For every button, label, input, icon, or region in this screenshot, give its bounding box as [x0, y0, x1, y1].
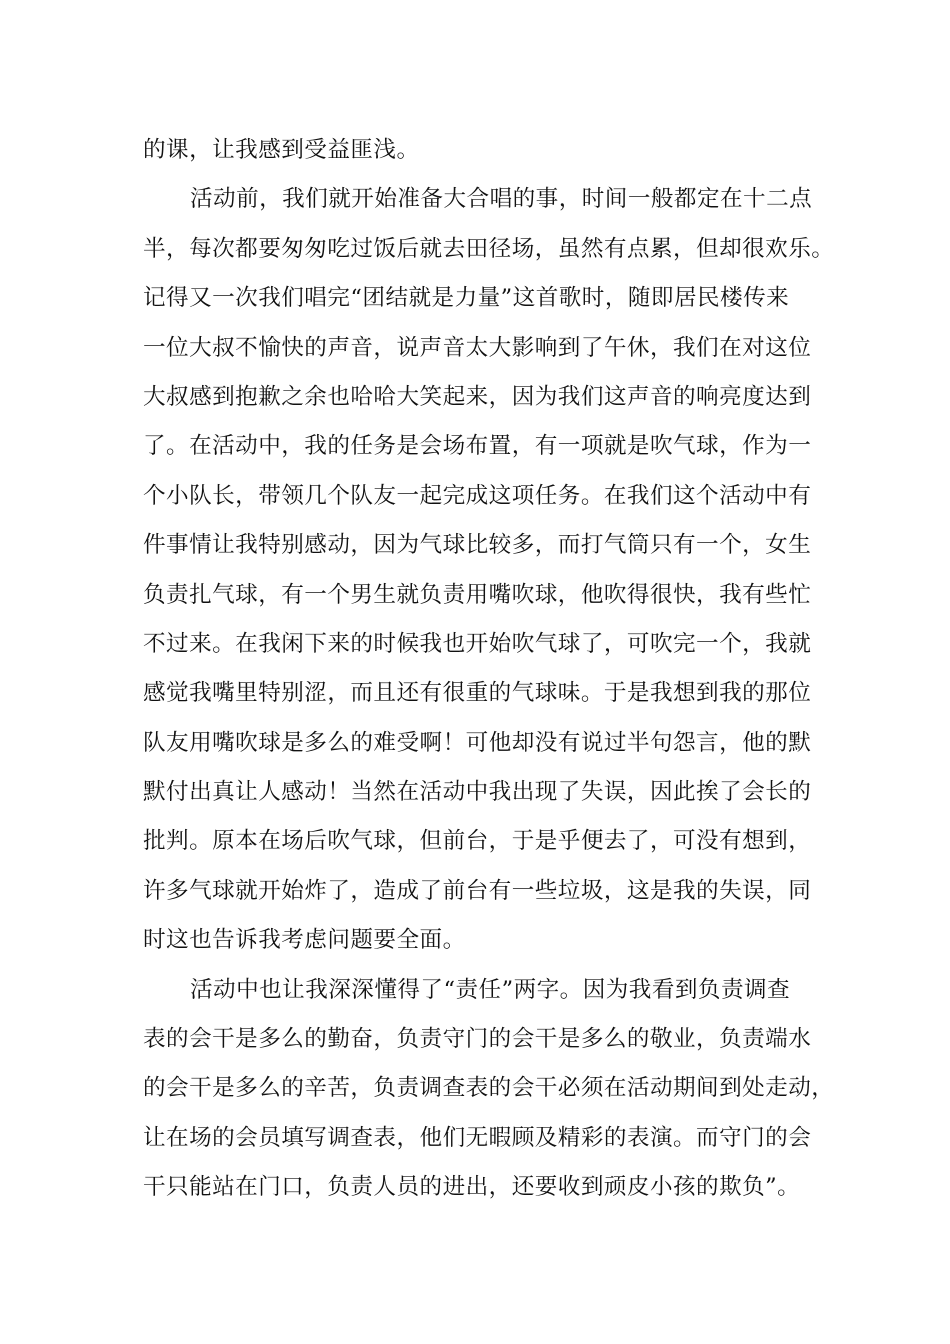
text-line: 一位大叔不愉快的声音，说声音太大影响到了午休，我们在对这位 [143, 334, 812, 361]
text-line: 时这也告诉我考虑问题要全面。 [143, 927, 466, 954]
text-line: 了。在活动中，我的任务是会场布置，有一项就是吹气球，作为一 [143, 433, 812, 460]
text-line: 个小队长，带领几个队友一起完成这项任务。在我们这个活动中有 [143, 482, 812, 509]
text-line: 让在场的会员填写调查表，他们无暇顾及精彩的表演。而守门的会 [143, 1124, 812, 1151]
text-line: 不过来。在我闲下来的时候我也开始吹气球了，可吹完一个，我就 [143, 630, 812, 657]
text-line: 半，每次都要匆匆吃过饭后就去田径场，虽然有点累，但却很欢乐。 [143, 235, 835, 262]
text-line: 的会干是多么的辛苦，负责调查表的会干必须在活动期间到处走动， [143, 1075, 835, 1102]
text-line: 负责扎气球，有一个男生就负责用嘴吹球，他吹得很快，我有些忙 [143, 581, 812, 608]
text-line: 批判。原本在场后吹气球，但前台，于是乎便去了，可没有想到， [143, 828, 812, 855]
text-line: 默付出真让人感动！当然在活动中我出现了失误，因此挨了会长的 [143, 779, 812, 806]
text-line: 大叔感到抱歉之余也哈哈大笑起来，因为我们这声音的响亮度达到 [143, 383, 812, 410]
text-line: 队友用嘴吹球是多么的难受啊！可他却没有说过半句怨言，他的默 [143, 729, 812, 756]
text-line: 记得又一次我们唱完“团结就是力量”这首歌时，随即居民楼传来 [143, 285, 790, 312]
text-line: 件事情让我特别感动，因为气球比较多，而打气筒只有一个，女生 [143, 532, 812, 559]
text-line: 的课，让我感到受益匪浅。 [143, 137, 420, 163]
paragraph-start-line: 活动中也让我深深懂得了“责任”两字。因为我看到负责调查 [190, 976, 791, 1003]
text-line: 感觉我嘴里特别涩，而且还有很重的气球味。于是我想到我的那位 [143, 680, 812, 707]
text-line: 干只能站在门口，负责人员的进出，还要收到顽皮小孩的欺负”。 [143, 1174, 801, 1201]
text-line: 表的会干是多么的勤奋，负责守门的会干是多么的敬业，负责端水 [143, 1026, 812, 1053]
paragraph-start-line: 活动前，我们就开始准备大合唱的事，时间一般都定在十二点 [190, 186, 813, 213]
text-line: 许多气球就开始炸了，造成了前台有一些垃圾，这是我的失误，同 [143, 877, 812, 904]
body-text [143, 126, 835, 1213]
